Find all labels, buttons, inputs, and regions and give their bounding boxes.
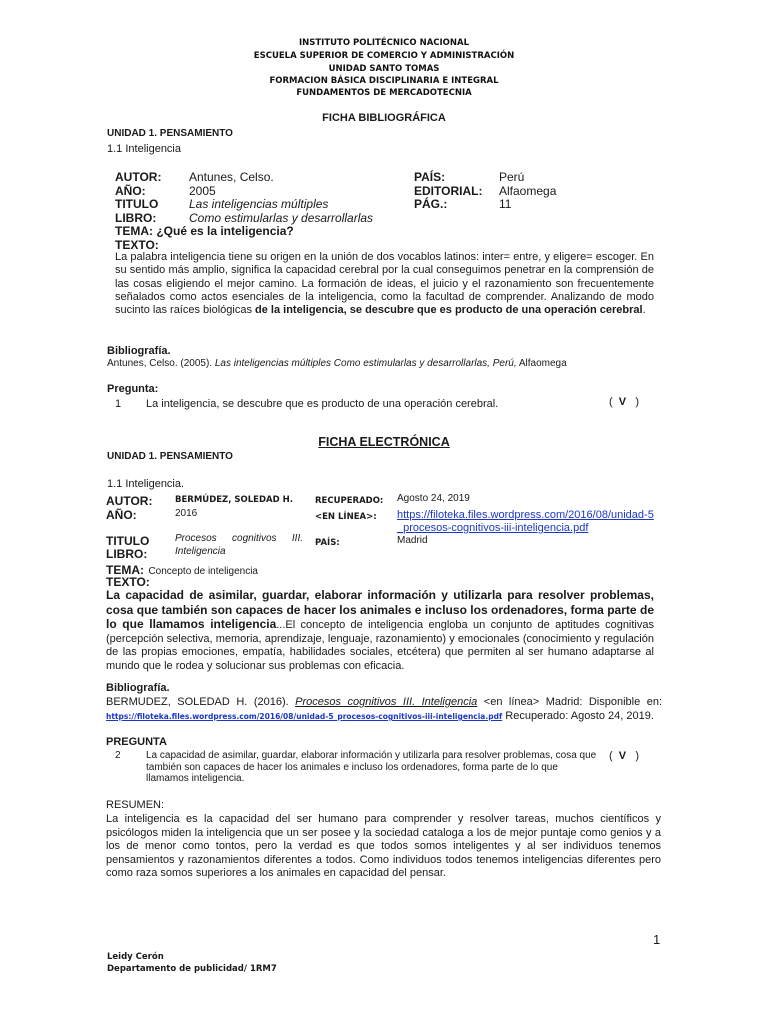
unidad-heading: UNIDAD 1. PENSAMIENTO — [107, 128, 233, 139]
pag-label: PÁG.: — [414, 197, 448, 211]
department: Departamento de publicidad/ 1RM7 — [107, 964, 277, 974]
editorial-value: Alfaomega — [499, 184, 557, 198]
pais-label: PAÍS: — [414, 170, 446, 184]
tema-heading-2: TEMA: Concepto de inteligencia — [106, 563, 258, 577]
pag-value: 11 — [499, 197, 512, 211]
autor-value-2: BERMÚDEZ, SOLEDAD H. — [175, 495, 293, 505]
autor-label: AUTOR: — [115, 170, 162, 184]
libro-label: LIBRO: — [115, 211, 157, 225]
ficha1-text: La palabra inteligencia tiene su origen en la unión de dos vocablos latinos: inter= entre, y eligere= escoger. En su sentido más amplio, significa la capacidad cerebral por la cual conseguimos penetrar en la comprensión de las cosas eligiendo el mejor camino. La formación de ideas, el juicio y el razonamiento son frecuentemente señalados como actos esenciales de la inteligencia, como la facultad de comprender. Analizando de modo sucinto las raíces biológicas de la inteligencia, se descubre que es producto de una operación cerebral. — [115, 251, 654, 317]
pregunta-label-2: PREGUNTA — [106, 736, 167, 748]
libro-label-2: LIBRO: — [106, 547, 148, 561]
texto-label: TEXTO: — [115, 238, 159, 252]
subtema-2: 1.1 Inteligencia. — [107, 478, 185, 490]
ficha-bibliografica-title: FICHA BIBLIOGRÁFICA — [322, 112, 446, 124]
bibliografia-url-link[interactable]: https://filoteka.files.wordpress.com/2016/08/unidad-5_procesos-cognitivos-iii-inteligencia.pdf — [106, 712, 503, 721]
pregunta-number: 1 — [115, 398, 122, 410]
pregunta-text-2: La capacidad de asimilar, guardar, elaborar información y utilizarla para resolver problemas, cosa que también son capaces de hacer los animales e incluso los ordenadores, forma parte de lo que llamamos inteligencia. — [146, 750, 597, 784]
pregunta-label: Pregunta: — [107, 383, 159, 395]
recuperado-value: Agosto 24, 2019 — [397, 493, 470, 504]
en-linea-label: <EN LÍNEA>: — [315, 512, 377, 522]
titulo-label: TITULO — [115, 197, 159, 211]
unidad-heading-2: UNIDAD 1. PENSAMIENTO — [107, 451, 233, 462]
bibliografia-label: Bibliografía. — [107, 345, 171, 357]
titulo-value: Las inteligencias múltiples — [189, 197, 329, 211]
bibliografia-entry-2: BERMUDEZ, SOLEDAD H. (2016). Procesos cognitivos III. Inteligencia <en línea> Madrid: Disponible en: https://filoteka.files.wordpress.com/2016/08/unidad-5_procesos-cognitivos-iii-inteligencia.pdf Recuperado: Agosto 24, 2019. — [106, 696, 663, 722]
pais-label-2: PAÍS: — [315, 538, 340, 548]
unit-name: UNIDAD SANTO TOMAS — [328, 64, 440, 74]
recuperado-label: RECUPERADO: — [315, 496, 384, 506]
resumen-label: RESUMEN: — [106, 799, 165, 811]
ficha2-text: La capacidad de asimilar, guardar, elaborar información y utilizarla para resolver problemas, cosa que también son capaces de hacer los animales e incluso los ordenadores, forma parte de lo que llamamos inteligencia...El concepto de inteligencia engloba un conjunto de aptitudes cognitivas (percepción selectiva, memoria, aprendizaje, lenguaje, razonamiento) y emocionales (conocimiento y regulación de las propias emociones, empatía, habilidades sociales, etcétera) que permiten al ser humano adaptarse al mundo que le rodea y solucionar sus problemas con eficacia. — [106, 588, 654, 672]
institution-name: INSTITUTO POLITÉCNICO NACIONAL — [298, 38, 470, 48]
texto-label-2: TEXTO: — [106, 575, 150, 589]
titulo-value-2: Procesos cognitivos III. Inteligencia — [175, 533, 303, 557]
editorial-label: EDITORIAL: — [414, 184, 483, 198]
school-name: ESCUELA SUPERIOR DE COMERCIO Y ADMINISTRACIÓN — [253, 51, 515, 61]
respuesta-2: ( V ) — [609, 750, 639, 762]
resumen-text: La inteligencia es la capacidad del ser humano para comprender y resolver tareas, muchos científicos y psicólogos miden la inteligencia que un ser posee y la sociedad cataloga a los de mejor puntaje como genios y a los de menor como tontos, pero la verdad es que todos somos inteligentes y al ser individuos tenemos pensamientos y razonamientos diferentes a todos. Como individuos todos tenemos inteligencias diferentes pero como raza somos superiores a los animales en capacidad del pensar. — [106, 813, 661, 879]
tema-heading: TEMA: ¿Qué es la inteligencia? — [115, 224, 294, 238]
bibliografia-label-2: Bibliografía. — [106, 682, 170, 694]
bibliografia-entry: Antunes, Celso. (2005). Las inteligencias múltiples Como estimularlas y desarrollarlas, Perú, Alfaomega — [107, 358, 567, 369]
pais-value: Perú — [499, 170, 525, 184]
titulo-label-2: TITULO — [106, 534, 150, 548]
pregunta-number-2: 2 — [115, 750, 121, 761]
respuesta: ( V ) — [609, 396, 639, 408]
anio-value: 2005 — [189, 184, 216, 198]
url-link[interactable]: https://filoteka.files.wordpress.com/2016/08/unidad-5_procesos-cognitivos-iii-inteligencia.pdf — [397, 509, 654, 534]
anio-value-2: 2016 — [175, 508, 198, 519]
ficha-electronica-title: FICHA ELECTRÓNICA — [318, 435, 450, 449]
page-number: 1 — [653, 932, 661, 947]
libro-value: Como estimularlas y desarrollarlas — [189, 211, 374, 225]
pais-value-2: Madrid — [397, 535, 428, 546]
program-name: FORMACION BÁSICA DISCIPLINARIA E INTEGRAL — [269, 76, 499, 86]
subtema: 1.1 Inteligencia — [107, 143, 181, 155]
author-name: Leidy Cerón — [107, 952, 164, 962]
course-name: FUNDAMENTOS DE MERCADOTECNIA — [296, 88, 472, 98]
anio-label-2: AÑO: — [106, 508, 137, 522]
autor-value: Antunes, Celso. — [189, 170, 274, 184]
autor-label-2: AUTOR: — [106, 494, 153, 508]
anio-label: AÑO: — [115, 184, 146, 198]
pregunta-text: La inteligencia, se descubre que es producto de una operación cerebral. — [146, 398, 499, 410]
